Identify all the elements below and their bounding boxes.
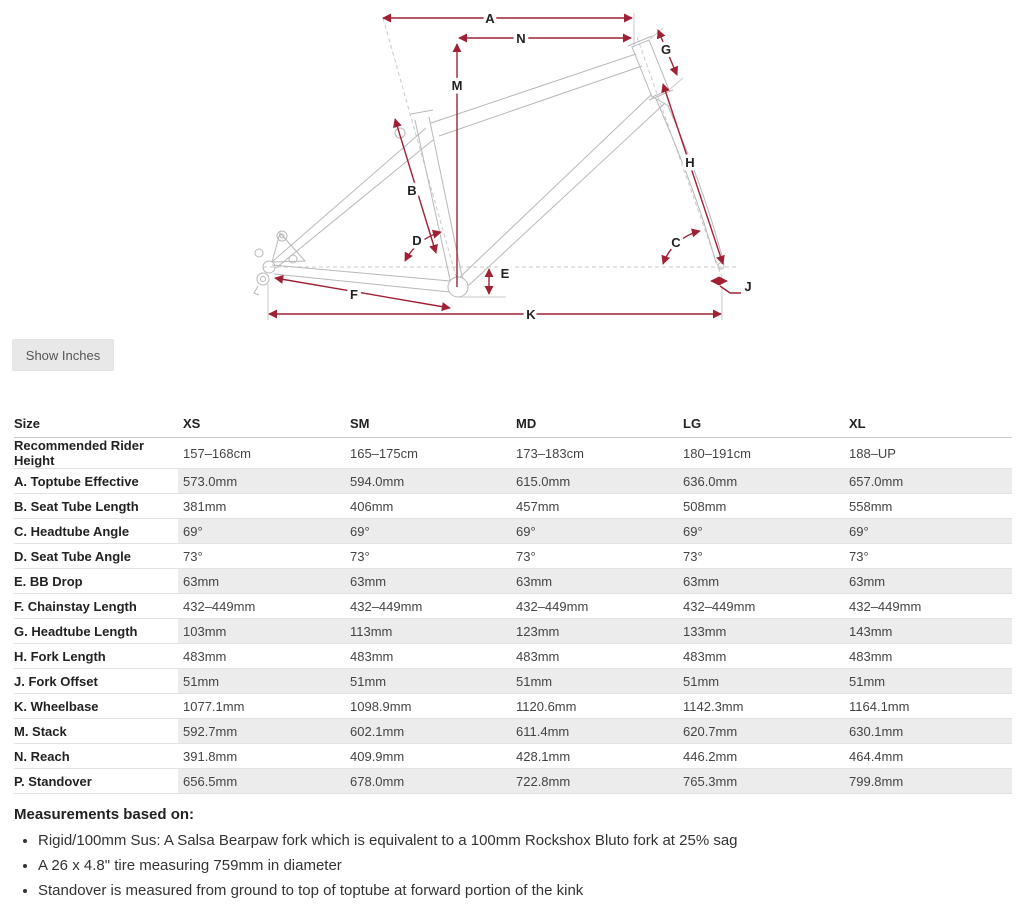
note-item: • Standover is measured from ground to top of toptube at forward portion of the kink bbox=[38, 882, 1014, 899]
cell-value: 51mm bbox=[345, 669, 511, 694]
table-row bbox=[14, 494, 1012, 519]
cell-value: 722.8mm bbox=[511, 769, 678, 794]
cell-value: 113mm bbox=[345, 619, 511, 644]
cell-value: 51mm bbox=[511, 669, 678, 694]
row-label: J. Fork Offset bbox=[14, 669, 178, 694]
dim-seattube-angle-arc bbox=[405, 232, 441, 261]
cell-value: 409.9mm bbox=[345, 744, 511, 769]
label-e: E bbox=[500, 266, 510, 281]
cell-value: 1077.1mm bbox=[178, 694, 345, 719]
cell-value: 483mm bbox=[345, 644, 511, 669]
toptube bbox=[439, 66, 642, 136]
cell-value: 432–449mm bbox=[844, 594, 1012, 619]
cell-value: 615.0mm bbox=[511, 469, 678, 494]
cell-value: 620.7mm bbox=[678, 719, 844, 744]
cell-value: 73° bbox=[511, 544, 678, 569]
cell-value: 69° bbox=[844, 519, 1012, 544]
cell-value: 63mm bbox=[844, 569, 1012, 594]
cell-value: 73° bbox=[345, 544, 511, 569]
table-row bbox=[14, 769, 1012, 794]
cell-value: 133mm bbox=[678, 619, 844, 644]
cell-value: 432–449mm bbox=[511, 594, 678, 619]
geometry-table bbox=[14, 410, 1012, 794]
cell-value: 1142.3mm bbox=[678, 694, 844, 719]
notes-list bbox=[14, 832, 1014, 899]
row-label: D. Seat Tube Angle bbox=[14, 544, 178, 569]
cell-value: 51mm bbox=[844, 669, 1012, 694]
label-j: J bbox=[744, 279, 752, 294]
seatstay bbox=[276, 140, 433, 268]
cell-value: 63mm bbox=[178, 569, 345, 594]
column-header-sm: SM bbox=[345, 410, 511, 438]
cell-value: 611.4mm bbox=[511, 719, 678, 744]
row-label: B. Seat Tube Length bbox=[14, 494, 178, 519]
row-label: P. Standover bbox=[14, 769, 178, 794]
label-c: C bbox=[671, 235, 681, 250]
cell-value: 630.1mm bbox=[844, 719, 1012, 744]
cell-value: 432–449mm bbox=[678, 594, 844, 619]
cell-value: 594.0mm bbox=[345, 469, 511, 494]
show-inches-button[interactable]: Show Inches bbox=[12, 339, 114, 371]
cell-value: 558mm bbox=[844, 494, 1012, 519]
label-d: D bbox=[412, 233, 422, 248]
cell-value: 432–449mm bbox=[178, 594, 345, 619]
cell-value: 428.1mm bbox=[511, 744, 678, 769]
cell-value: 173–183cm bbox=[511, 438, 678, 469]
cell-value: 464.4mm bbox=[844, 744, 1012, 769]
label-k: K bbox=[526, 307, 536, 322]
row-label: E. BB Drop bbox=[14, 569, 178, 594]
cell-value: 678.0mm bbox=[345, 769, 511, 794]
cell-value: 51mm bbox=[678, 669, 844, 694]
row-label: K. Wheelbase bbox=[14, 694, 178, 719]
cell-value: 765.3mm bbox=[678, 769, 844, 794]
seattube bbox=[429, 117, 463, 281]
table-row bbox=[14, 644, 1012, 669]
row-label: H. Fork Length bbox=[14, 644, 178, 669]
row-label: C. Headtube Angle bbox=[14, 519, 178, 544]
table-row bbox=[14, 594, 1012, 619]
cell-value: 483mm bbox=[178, 644, 345, 669]
label-f: F bbox=[350, 287, 358, 302]
cell-value: 381mm bbox=[178, 494, 345, 519]
fork-offset-leader bbox=[720, 286, 741, 293]
cell-value: 592.7mm bbox=[178, 719, 345, 744]
cell-value: 446.2mm bbox=[678, 744, 844, 769]
label-b: B bbox=[407, 183, 417, 198]
seattube-top bbox=[411, 110, 433, 114]
cell-value: 483mm bbox=[511, 644, 678, 669]
column-header-lg: LG bbox=[678, 410, 844, 438]
cell-value: 657.0mm bbox=[844, 469, 1012, 494]
label-g: G bbox=[660, 42, 672, 57]
cell-value: 391.8mm bbox=[178, 744, 345, 769]
table-row bbox=[14, 519, 1012, 544]
label-m: M bbox=[451, 78, 463, 93]
cell-value: 656.5mm bbox=[178, 769, 345, 794]
row-label: F. Chainstay Length bbox=[14, 594, 178, 619]
column-header-size: Size bbox=[14, 410, 178, 438]
cell-value: 157–168cm bbox=[178, 438, 345, 469]
cell-value: 602.1mm bbox=[345, 719, 511, 744]
cell-value: 1164.1mm bbox=[844, 694, 1012, 719]
cell-value: 432–449mm bbox=[345, 594, 511, 619]
column-header-xl: XL bbox=[844, 410, 1012, 438]
cell-value: 483mm bbox=[678, 644, 844, 669]
cell-value: 73° bbox=[178, 544, 345, 569]
cell-value: 508mm bbox=[678, 494, 844, 519]
row-label: G. Headtube Length bbox=[14, 619, 178, 644]
table-row bbox=[14, 469, 1012, 494]
column-header-xs: XS bbox=[178, 410, 345, 438]
frame-geometry-diagram bbox=[0, 0, 1032, 336]
table-row bbox=[14, 719, 1012, 744]
cell-value: 143mm bbox=[844, 619, 1012, 644]
table-row bbox=[14, 694, 1012, 719]
label-a: A bbox=[485, 11, 495, 26]
notes-section bbox=[14, 806, 1014, 907]
cell-value: 73° bbox=[844, 544, 1012, 569]
cell-value: 1120.6mm bbox=[511, 694, 678, 719]
cell-value: 123mm bbox=[511, 619, 678, 644]
row-label: A. Toptube Effective bbox=[14, 469, 178, 494]
cell-value: 180–191cm bbox=[678, 438, 844, 469]
table-row bbox=[14, 619, 1012, 644]
bike-frame-outline bbox=[254, 36, 724, 297]
cell-value: 457mm bbox=[511, 494, 678, 519]
cell-value: 103mm bbox=[178, 619, 345, 644]
table-row bbox=[14, 438, 1012, 469]
dim-chainstay-length bbox=[275, 278, 450, 308]
cell-value: 51mm bbox=[178, 669, 345, 694]
headtube-cap-bottom bbox=[649, 90, 673, 100]
cell-value: 188–UP bbox=[844, 438, 1012, 469]
note-item: • A 26 x 4.8" tire measuring 759mm in diameter bbox=[38, 857, 1014, 874]
table-header-row bbox=[14, 410, 1012, 438]
cell-value: 63mm bbox=[511, 569, 678, 594]
seatstay bbox=[273, 128, 426, 261]
cell-value: 63mm bbox=[345, 569, 511, 594]
row-label: M. Stack bbox=[14, 719, 178, 744]
table-row bbox=[14, 744, 1012, 769]
cell-value: 165–175cm bbox=[345, 438, 511, 469]
cell-value: 69° bbox=[178, 519, 345, 544]
cell-value: 799.8mm bbox=[844, 769, 1012, 794]
downtube bbox=[468, 104, 664, 286]
rear-dropout bbox=[254, 231, 305, 295]
cell-value: 69° bbox=[345, 519, 511, 544]
note-item: • Rigid/100mm Sus: A Salsa Bearpaw fork which is equivalent to a 100mm Rockshox Bluto fork at 25% sag bbox=[38, 832, 1014, 849]
row-label: Recommended Rider Height bbox=[14, 438, 178, 469]
table-body bbox=[14, 438, 1012, 794]
cell-value: 636.0mm bbox=[678, 469, 844, 494]
cell-value: 573.0mm bbox=[178, 469, 345, 494]
headtube-ext-bottom bbox=[670, 78, 683, 89]
notes-title: Measurements based on: bbox=[14, 806, 195, 823]
downtube bbox=[459, 94, 652, 278]
table-row bbox=[14, 669, 1012, 694]
cell-value: 63mm bbox=[678, 569, 844, 594]
cell-value: 69° bbox=[678, 519, 844, 544]
label-n: N bbox=[516, 31, 526, 46]
table-row bbox=[14, 544, 1012, 569]
dim-headtube-angle-arc bbox=[663, 231, 700, 264]
cell-value: 483mm bbox=[844, 644, 1012, 669]
column-header-md: MD bbox=[511, 410, 678, 438]
table-row bbox=[14, 569, 1012, 594]
label-h: H bbox=[685, 155, 695, 170]
cell-value: 406mm bbox=[345, 494, 511, 519]
cell-value: 69° bbox=[511, 519, 678, 544]
cell-value: 1098.9mm bbox=[345, 694, 511, 719]
bottom-bracket bbox=[448, 277, 468, 297]
row-label: N. Reach bbox=[14, 744, 178, 769]
cell-value: 73° bbox=[678, 544, 844, 569]
